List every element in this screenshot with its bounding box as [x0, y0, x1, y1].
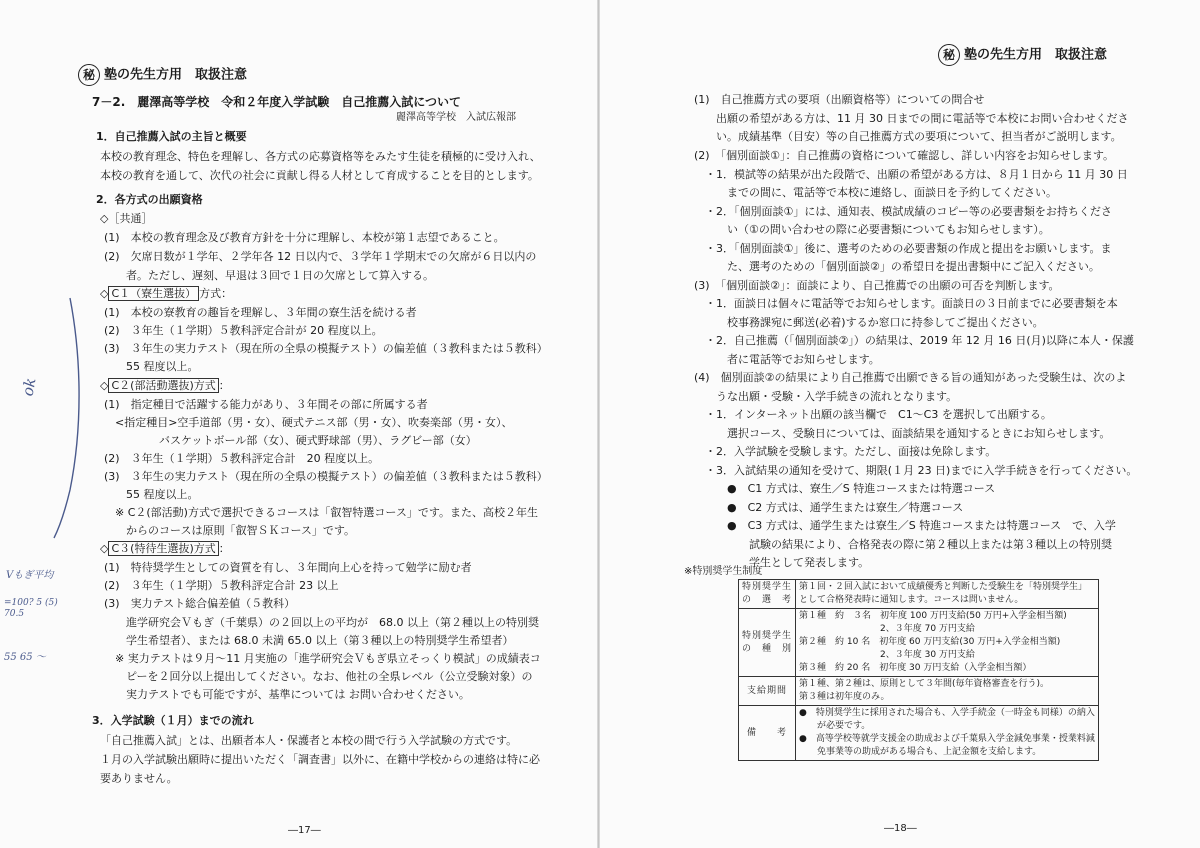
s1-body-line: 本校の教育理念、特色を理解し、各方式の応募資格等をみたす生徒を積極的に受け入れ、 — [100, 150, 541, 163]
c2-box: C２(部活動選抜)方式 — [108, 378, 218, 393]
c1-heading: ◇ C１（寮生選抜） 方式： — [100, 287, 233, 300]
c3-heading: ◇ C３(特待生選抜)方式 ： — [100, 542, 230, 555]
common-label: ◇［共通］ — [100, 212, 153, 225]
table-cell: ● 特別奨学生に採用された場合も、入学手続金（一時金も同様）の納入 が必要です。 ● 高等学校等就学支援金の助成および千葉県入学金減免事業・授業料減 免事業等の助成がある場合も、上記金額を支給します。 — [796, 706, 1099, 761]
common-item: (2) 欠席日数が１学年、２学年各 12 日以内で、３学年１学期末での欠席が６日以内の — [104, 250, 537, 263]
page-number-left: ―17― — [288, 825, 321, 836]
right-line: (4) 個別面談②の結果により自己推薦で出願できる旨の通知があった受験生は、次のよ — [694, 371, 1127, 384]
c2-item: (1) 指定種目で活躍する能力があり、３年間その部に所属する者 — [104, 398, 428, 411]
c2-item: バスケットボール部（女）、硬式野球部（男）、ラグビー部（女） — [104, 434, 477, 447]
c2-note: ※ C２(部活動)方式で選択できるコースは「叡智特選コース」です。また、高校２年生 — [104, 506, 538, 519]
right-line: 選択コース、受験日については、面談結果を通知するときにお知らせします。 — [694, 427, 1111, 440]
right-line: (2) 「個別面談①」：自己推薦の資格について確認し、詳しい内容をお知らせします。 — [694, 149, 1115, 162]
right-line: うな出願・受験・入学手続きの流れとなります。 — [694, 390, 958, 403]
right-line: ● C1 方式は、寮生／S 特進コースまたは特選コース — [694, 482, 996, 495]
s3-body-line: １月の入学試験出願時に提出いただく「調査書」以外に、在籍中学校からの連絡は特に必 — [100, 753, 540, 766]
c2-item: 55 程度以上。 — [104, 488, 199, 501]
c3-note: ピーを２回分以上提出してください。なお、他社の全県レベル（公立受験対象）の — [104, 670, 533, 683]
table-row — [739, 706, 1099, 761]
right-line: ・3．「個別面談①」後に、選考のための必要書類の作成と提出をお願いします。ま — [694, 242, 1112, 255]
right-line: い（①の問い合わせの際に必要書類についてもお知らせします）。 — [694, 223, 1050, 236]
handwritten-margin-arc — [20, 290, 100, 540]
left-page — [0, 0, 598, 848]
table-cell: 第１種 約 ３名 初年度 100 万円支給(50 万円+入学金相当額) 2、３年度 70 万円支給 第２種 約 10 名 初年度 60 万円支給(30 万円+入学金相当額) 2、３年度 30 万円支給 第３種 約 20 名 初年度 30 万円支給（入学金相当額） — [796, 609, 1099, 677]
right-line: 出願の希望がある方は、11 月 30 日までの間に電話等で本校にお問い合わせくださ — [694, 112, 1129, 125]
c3-note: ※ 実力テストは９月～11 月実施の「進学研究会Ｖもぎ県立そっくり模試」の成績表コ — [104, 652, 541, 665]
confidential-header-left — [78, 64, 247, 86]
table-row — [739, 609, 1099, 677]
s3-body-line: 「自己推薦入試」とは、出願者本人・保護者と本校の間で行う入学試験の方式です。 — [100, 734, 518, 747]
handwritten-ok: ok — [18, 376, 40, 398]
c2-note: からのコースは原則「叡智ＳＫコース」です。 — [104, 524, 356, 537]
right-line: 校事務課宛に郵送(必着)するか窓口に持参してご提出ください。 — [694, 316, 1044, 329]
s2-heading: 2．各方式の出願資格 — [96, 193, 203, 206]
right-line: 試験の結果により、合格発表の際に第２種以上または第３種以上の特別奨 — [694, 538, 1112, 551]
right-line: (1) 自己推薦方式の要項（出願資格等）についての問合せ — [694, 93, 985, 106]
s3-heading: 3．入学試験（１月）までの流れ — [92, 714, 254, 727]
c1-box: C１（寮生選抜） — [108, 286, 199, 301]
right-line: までの間に、電話等で本校に連絡し、面談日を予約してください。 — [694, 186, 1057, 199]
c3-item: (3) 実力テスト総合偏差値（５教科） — [104, 597, 296, 610]
right-line: ・3．入試結果の通知を受けて、期限(１月 23 日)までに入学手続きを行ってください。 — [694, 464, 1138, 477]
page-number-right: ―18― — [884, 823, 917, 834]
header-label: 塾の先生方用 取扱注意 — [964, 47, 1108, 63]
common-item: (1) 本校の教育理念及び教育方針を十分に理解し、本校が第１志望であること。 — [104, 231, 505, 244]
confidential-stamp: 秘 — [938, 44, 960, 66]
right-line: ・2．自己推薦（「個別面談②」）の結果は、2019 年 12 月 16 日(月)以降に本人・保護 — [694, 334, 1134, 347]
table-header-cell: 特別奨学生 の 選 考 — [739, 580, 796, 609]
handwritten-note: =100? 5 (5) 70.5 — [4, 598, 58, 619]
right-line: 者に電話等でお知らせします。 — [694, 353, 880, 366]
c3-box: C３(特待生選抜)方式 — [108, 541, 218, 556]
right-line: ・1．インターネット出願の該当欄で C1～C3 を選択して出願する。 — [694, 408, 1052, 421]
c3-note: 実力テストでも可能ですが、基準については お問い合わせください。 — [104, 688, 470, 701]
right-line: ● C3 方式は、通学生または寮生／S 特進コースまたは特選コース で、入学 — [694, 519, 1116, 532]
table-cell: 第１回・２回入試において成績優秀と判断した受験生を「特別奨学生」 として合格発表時に通知します。コースは問いません。 — [796, 580, 1099, 609]
table-row — [739, 677, 1099, 706]
table-row — [739, 580, 1099, 609]
confidential-header-right — [938, 44, 1107, 66]
s3-body-line: 要ありません。 — [100, 772, 178, 785]
c2-item: <指定種目>空手道部（男・女）、硬式テニス部（男・女）、吹奏楽部（男・女）、 — [104, 416, 513, 429]
c3-item: (1) 特待奨学生としての資質を有し、３年間向上心を持って勉学に励む者 — [104, 561, 472, 574]
c3-item: 学生希望者）、または 68.0 未満 65.0 以上（第３種以上の特別奨学生希望者） — [104, 634, 514, 647]
author-line: 麗澤高等学校 入試広報部 — [396, 112, 516, 123]
c1-item: (2) ３年生（１学期）５教科評定合計が 20 程度以上。 — [104, 324, 383, 337]
right-line: た、選考のための「個別面談②」の希望日を提出書類中にご記入ください。 — [694, 260, 1100, 273]
table-header-cell: 特別奨学生 の 種 別 — [739, 609, 796, 677]
right-line: (3) 「個別面談②」：面談により、自己推薦での出願の可否を判断します。 — [694, 279, 1060, 292]
handwritten-note: 55 65 ～ — [4, 652, 46, 663]
table-header-cell: 支給期間 — [739, 677, 796, 706]
table-caption: ※特別奨学生制度 — [684, 566, 763, 577]
table-header-cell: 備 考 — [739, 706, 796, 761]
right-line: ● C2 方式は、通学生または寮生／特選コース — [694, 501, 964, 514]
right-line: ・1．模試等の結果が出た段階で、出願の希望がある方は、８月１日から 11 月 30 日 — [694, 168, 1128, 181]
c1-item: 55 程度以上。 — [104, 360, 199, 373]
c1-item: (1) 本校の寮教育の趣旨を理解し、３年間の寮生活を続ける者 — [104, 306, 417, 319]
right-line: 学生として発表します。 — [694, 556, 870, 569]
common-item: 者。ただし、遅刻、早退は３回で１日の欠席として算入する。 — [104, 269, 434, 282]
scholarship-table — [738, 579, 1099, 761]
s1-body-line: 本校の教育を通して、次代の社会に貢献し得る人材として育成することを目的とします。 — [100, 169, 539, 182]
confidential-stamp: 秘 — [78, 64, 100, 86]
c2-item: (3) ３年生の実力テスト（現在所の全県の模擬テスト）の偏差値（３教科または５教科） — [104, 470, 548, 483]
table-cell: 第１種、第２種は、原則として３年間(毎年資格審査を行う)。 第３種は初年度のみ。 — [796, 677, 1099, 706]
right-line: ・1．面談日は個々に電話等でお知らせします。面談日の３日前までに必要書類を本 — [694, 297, 1118, 310]
s1-heading: 1．自己推薦入試の主旨と概要 — [96, 130, 247, 143]
right-line: ・2．入学試験を受験します。ただし、面接は免除します。 — [694, 445, 997, 458]
header-label: 塾の先生方用 取扱注意 — [104, 67, 248, 83]
right-line: ・2．「個別面談①」には、通知表、模試成績のコピー等の必要書類をお持ちくださ — [694, 205, 1112, 218]
handwritten-note: Vもぎ平均 — [6, 570, 54, 581]
c3-item: (2) ３年生（１学期）５教科評定合計 23 以上 — [104, 579, 339, 592]
section-title: 7－2. 麗澤高等学校 令和２年度入学試験 自己推薦入試について — [92, 95, 462, 109]
c1-item: (3) ３年生の実力テスト（現在所の全県の模擬テスト）の偏差値（３教科または５教科） — [104, 342, 548, 355]
c2-item: (2) ３年生（１学期）５教科評定合計 20 程度以上。 — [104, 452, 380, 465]
right-line: い。成績基準（目安）等の自己推薦方式の要項について、担当者がご説明します。 — [694, 130, 1122, 143]
c2-heading: ◇ C２(部活動選抜)方式 ： — [100, 379, 230, 392]
c3-item: 進学研究会Ｖもぎ（千葉県）の２回以上の平均が 68.0 以上（第２種以上の特別奨 — [104, 616, 539, 629]
